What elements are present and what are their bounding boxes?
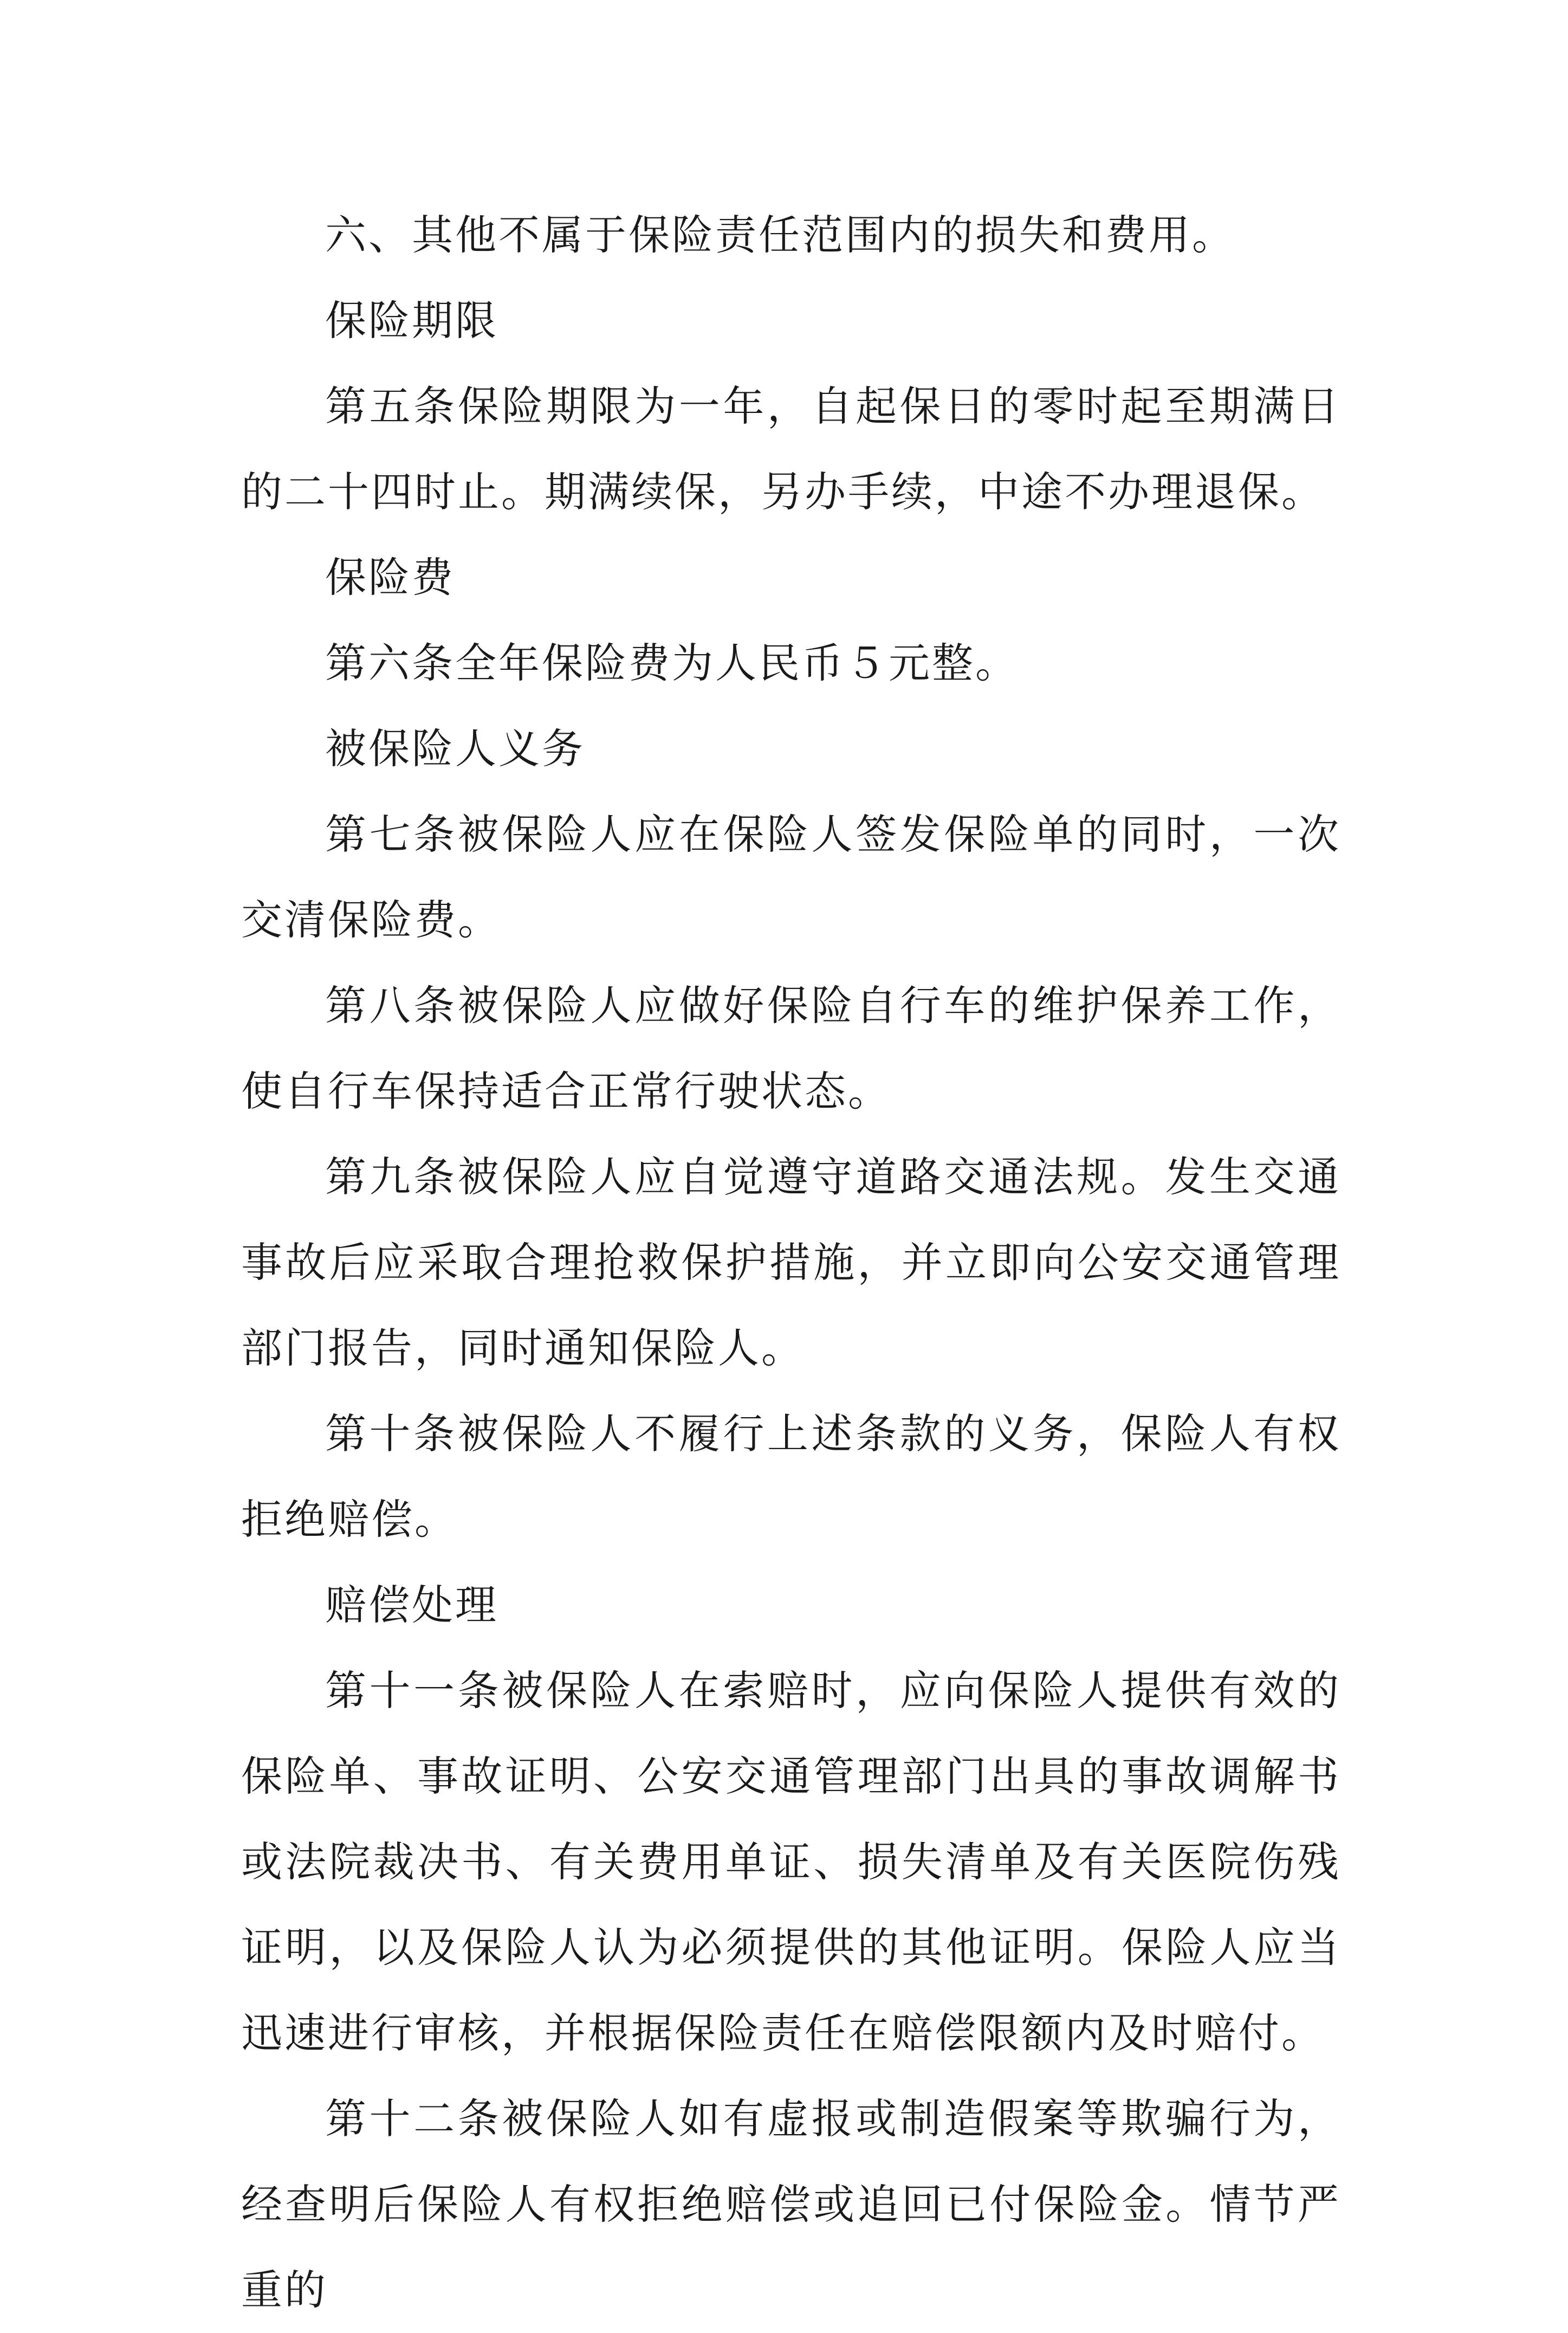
document-body bbox=[241, 192, 1341, 2333]
section-heading-insurance-period: 保险期限 bbox=[325, 296, 498, 345]
article-6: 第六条全年保险费为人民币５元整。 bbox=[325, 639, 1019, 687]
article-8: 第八条被保险人应做好保险自行车的维护保养工作，使自行车保持适合正常行驶状态。 bbox=[241, 981, 1341, 1115]
article-10: 第十条被保险人不履行上述条款的义务，保险人有权拒绝赔偿。 bbox=[241, 1410, 1341, 1543]
article-9: 第九条被保险人应自觉遵守道路交通法规。发生交通事故后应采取合理抢救保护措施，并立即向公安交通管理部门报告，同时通知保险人。 bbox=[241, 1153, 1341, 1372]
article-7: 第七条被保险人应在保险人签发保险单的同时，一次交清保险费。 bbox=[241, 810, 1341, 944]
article-11: 第十一条被保险人在索赔时，应向保险人提供有效的保险单、事故证明、公安交通管理部门出具的事故调解书或法院裁决书、有关费用单证、损失清单及有关医院伤残证明，以及保险人认为必须提供的其他证明。保险人应当迅速进行审核，并根据保险责任在赔偿限额内及时赔付。 bbox=[241, 1666, 1341, 2057]
article-12: 第十二条被保险人如有虚报或制造假案等欺骗行为，经查明后保险人有权拒绝赔偿或追回已付保险金。情节严重的 bbox=[241, 2095, 1341, 2314]
section-heading-premium: 保险费 bbox=[325, 553, 455, 602]
section-heading-claims: 赔偿处理 bbox=[325, 1581, 498, 1629]
section-heading-insured-obligations: 被保险人义务 bbox=[325, 725, 585, 773]
article-5: 第五条保险期限为一年，自起保日的零时起至期满日的二十四时止。期满续保，另办手续，中途不办理退保。 bbox=[241, 382, 1341, 516]
clause-item-six: 六、其他不属于保险责任范围内的损失和费用。 bbox=[325, 211, 1235, 259]
